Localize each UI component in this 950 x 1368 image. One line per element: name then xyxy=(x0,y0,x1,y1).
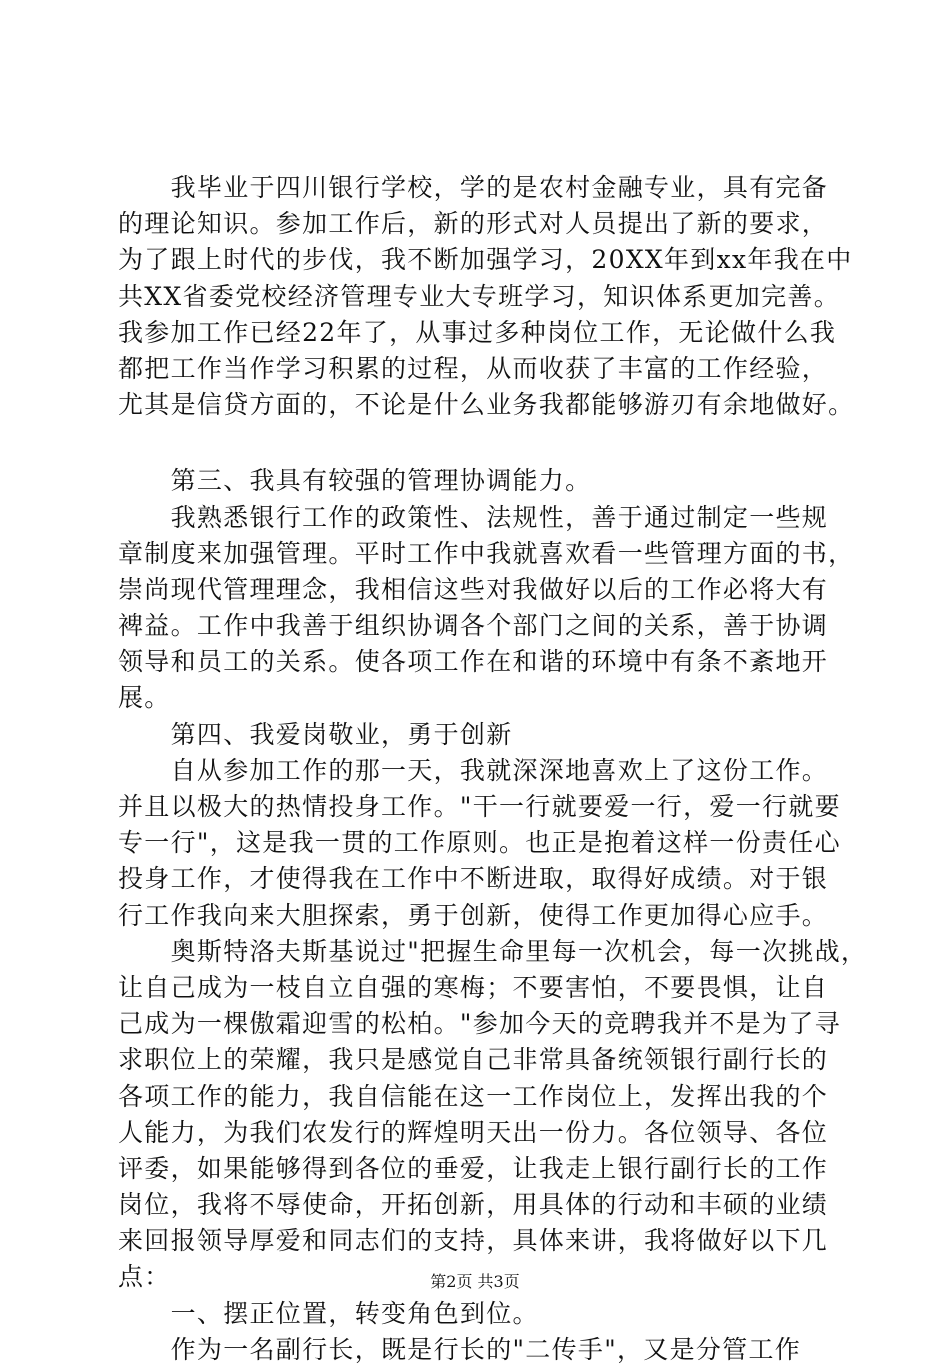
text-line: 我参加工作已经22年了，从事过多种岗位工作，无论做什么我 xyxy=(118,317,837,347)
section-heading: 一、摆正位置，转变角色到位。 xyxy=(118,1298,539,1328)
section-heading: 第三、我具有较强的管理协调能力。 xyxy=(118,466,592,496)
text-line: 岗位，我将不辱使命，开拓创新，用具体的行动和丰硕的业绩 xyxy=(118,1190,829,1220)
text-line: 求职位上的荣耀，我只是感觉自己非常具备统领银行副行长的 xyxy=(118,1045,829,1075)
text-line: 领导和员工的关系。使各项工作在和谐的环境中有条不紊地开 xyxy=(118,647,829,677)
text-line: 让自己成为一枝自立自强的寒梅；不要害怕，不要畏惧，让自 xyxy=(118,972,829,1002)
text-line: 己成为一棵傲霜迎雪的松柏。"参加今天的竞聘我并不是为了寻 xyxy=(118,1009,841,1039)
text-line: 为了跟上时代的步伐，我不断加强学习，20XX年到xx年我在中 xyxy=(118,245,853,275)
text-line: 人能力，为我们农发行的辉煌明天出一份力。各位领导、各位 xyxy=(118,1117,829,1147)
text-line: 的理论知识。参加工作后，新的形式对人员提出了新的要求， xyxy=(118,209,829,239)
text-line: 共XX省委党校经济管理专业大专班学习，知识体系更加完善。 xyxy=(118,281,840,311)
text-line: 展。 xyxy=(118,683,171,713)
document-body xyxy=(118,170,868,1368)
text-line: 并且以极大的热情投身工作。"干一行就要爱一行，爱一行就要 xyxy=(118,792,841,821)
page-number-footer: 第2页 共3页 xyxy=(430,1272,520,1291)
text-line: 评委，如果能够得到各位的垂爱，让我走上银行副行长的工作 xyxy=(118,1153,829,1183)
text-line: 自从参加工作的那一天，我就深深地喜欢上了这份工作。 xyxy=(118,755,829,785)
text-line: 投身工作，才使得我在工作中不断进取，取得好成绩。对于银 xyxy=(118,864,829,894)
text-line: 各项工作的能力，我自信能在这一工作岗位上，发挥出我的个 xyxy=(118,1081,829,1111)
text-line: 尤其是信贷方面的，不论是什么业务我都能够游刃有余地做好。 xyxy=(118,390,855,420)
text-line: 我毕业于四川银行学校，学的是农村金融专业，具有完备 xyxy=(118,173,829,202)
text-line: 奥斯特洛夫斯基说过"把握生命里每一次机会，每一次挑战， xyxy=(118,936,868,966)
text-line: 我熟悉银行工作的政策性、法规性，善于通过制定一些规 xyxy=(118,502,829,532)
text-line: 裨益。工作中我善于组织协调各个部门之间的关系，善于协调 xyxy=(118,611,829,641)
text-line: 来回报领导厚爱和同志们的支持，具体来讲，我将做好以下几 xyxy=(118,1226,829,1256)
text-line: 行工作我向来大胆探索，勇于创新，使得工作更加得心应手。 xyxy=(118,900,829,930)
text-line: 章制度来加强管理。平时工作中我就喜欢看一些管理方面的书， xyxy=(118,538,855,568)
text-line: 都把工作当作学习积累的过程，从而收获了丰富的工作经验， xyxy=(118,353,829,383)
text-line: 点： xyxy=(118,1262,171,1292)
text-line: 专一行"，这是我一贯的工作原则。也正是抱着这样一份责任心 xyxy=(118,828,841,858)
text-line: 崇尚现代管理理念，我相信这些对我做好以后的工作必将大有 xyxy=(118,574,829,604)
text-line: 作为一名副行长，既是行长的"二传手"，又是分管工作 xyxy=(118,1334,802,1364)
section-heading: 第四、我爱岗敬业，勇于创新 xyxy=(118,719,513,749)
paragraph-gap xyxy=(118,423,852,463)
